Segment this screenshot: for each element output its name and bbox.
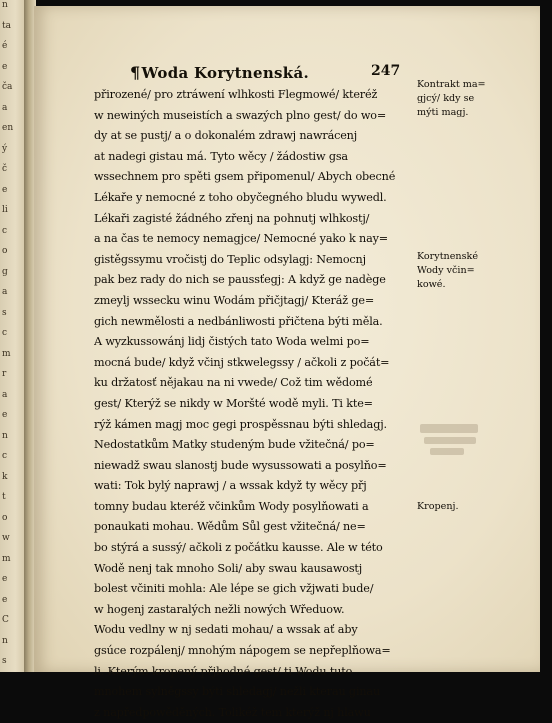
facing-page-fragment: k bbox=[2, 471, 8, 482]
text-line: li. Kterým kropený přjhodné gest/ ti Wodu tuto bbox=[94, 664, 353, 678]
margin-note-line: mýti magj. bbox=[417, 107, 469, 118]
facing-page-fragment: e bbox=[2, 184, 8, 195]
facing-page-fragment: a bbox=[2, 102, 8, 113]
text-line: niewadž swau slanostj bude wysussowati a posylňo= bbox=[94, 458, 387, 472]
text-line: bo stýrá a sussý/ ačkoli z počátku kausse. Ale w této bbox=[94, 541, 383, 555]
text-line: Nedostatkům Matky studeným bude vžitečná/ po= bbox=[94, 438, 375, 452]
text-line: Lékaře y nemocné z toho obyčegného bludu wywedl. bbox=[94, 190, 387, 204]
page-title bbox=[130, 63, 309, 82]
facing-page-fragment: ča bbox=[2, 82, 13, 92]
text-line: Wodu vedlny w nj sedati mohau/ a wssak ať aby bbox=[94, 623, 358, 637]
margin-note-line: gjcý/ kdy se bbox=[417, 93, 475, 104]
text-line: wssechnem pro spěti gsem připomenul/ Abych obecné bbox=[94, 170, 396, 184]
facing-page-fragment: o bbox=[2, 512, 8, 523]
facing-page-fragment: e bbox=[2, 410, 8, 420]
text-line: gest/ Kterýž se nikdy w Moršté wodě myli. Ti kte= bbox=[94, 396, 373, 410]
facing-page-fragment: C bbox=[2, 615, 9, 625]
text-line: rýž kámen magj moc gegi prospěssnau býti shledagj. bbox=[94, 417, 387, 431]
margin-note-showering bbox=[417, 500, 487, 514]
text-line: A wyzkussowánj lidj čistých tato Woda welmi po= bbox=[94, 335, 370, 349]
running-header bbox=[122, 63, 412, 85]
facing-page-fragment: m bbox=[2, 348, 11, 359]
facing-page-fragment: a bbox=[2, 287, 8, 297]
text-line: gistěgssymu vročistj do Teplic odsylagj: Nemocnj bbox=[94, 252, 366, 266]
text-line: mocná bude/ když včinj stkwelegssy / ačkoli z počát= bbox=[94, 355, 390, 369]
margin-note-line: Kropenj. bbox=[417, 501, 459, 512]
text-line: tomny budau kteréž včinkům Wody posylňowati a bbox=[94, 499, 369, 513]
facing-page-fragment: s bbox=[2, 307, 7, 318]
text-line: mnohem sylněgssy býti shledagj/ nežli kterau ginau bbox=[94, 685, 380, 699]
facing-page-fragment: e bbox=[2, 61, 8, 72]
text-line: gich newmělosti a nedbánliwosti přičtena býti měla. bbox=[94, 314, 383, 328]
text-line: w newiných museistích a swazých plno gest/ do wo= bbox=[94, 108, 387, 122]
margin-note-line: Wody včin= bbox=[417, 265, 475, 276]
facing-page-fragment: li bbox=[2, 205, 8, 215]
facing-page-fragment: ta bbox=[2, 20, 11, 31]
facing-page-fragment: r bbox=[2, 369, 7, 379]
facing-page-fragment: n bbox=[2, 0, 8, 10]
page-number: 247 bbox=[371, 63, 401, 79]
text-line: gsúce rozpálenj/ mnohým nápogem se nepřeplňowa= bbox=[94, 644, 391, 658]
facing-page-fragment: c bbox=[2, 328, 8, 338]
main-text-block bbox=[94, 85, 412, 723]
facing-page-fragment: s bbox=[2, 656, 7, 666]
margin-note-effects bbox=[417, 250, 487, 292]
facing-page-fragment: ý bbox=[2, 143, 8, 154]
faded-library-stamp bbox=[416, 420, 484, 464]
pilcrow-mark: ¶ bbox=[130, 63, 141, 82]
text-line: zmeylj wssecku winu Wodám přičjtagj/ Kteráž ge= bbox=[94, 293, 375, 307]
facing-page-fragment: n bbox=[2, 430, 8, 441]
title-text: Woda Korytnenská. bbox=[141, 64, 310, 82]
facing-page-fragment: en bbox=[2, 123, 14, 133]
text-line: Wodě nenj tak mnoho Soli/ aby swau kausawostj bbox=[94, 561, 363, 575]
text-line: přirozené/ pro ztráwení wlhkosti Flegmowé/ kteréž bbox=[94, 88, 378, 101]
margin-note-line: kowé. bbox=[417, 279, 446, 290]
margin-note-line: Korytnenské bbox=[417, 251, 478, 262]
facing-page-fragment: é bbox=[2, 41, 8, 51]
text-line: z napředpowěděných. Tolikéž tem kterýž nj hlawu bbox=[94, 705, 371, 719]
facing-page-fragment: e bbox=[2, 594, 8, 605]
text-line: at nadegi gistau má. Tyto wěcy / žádostiw gsa bbox=[94, 149, 348, 163]
facing-page-fragment: o bbox=[2, 246, 8, 256]
text-line: w hogenj zastaralých nežli nowých Wředuow. bbox=[94, 602, 345, 616]
text-line: ponaukati mohau. Wědům Sůl gest vžitečná/ ne= bbox=[94, 520, 366, 534]
facing-page-fragment: a bbox=[2, 389, 8, 400]
facing-page-fragment: g bbox=[2, 266, 8, 277]
text-line: Lékaři zagisté žádného zřenj na pohnutj wlhkostj/ bbox=[94, 211, 370, 225]
facing-page-fragment: c bbox=[2, 451, 8, 461]
text-line: dy at se pustj/ a o dokonalém zdrawj nawrácenj bbox=[94, 129, 358, 143]
facing-page-fragment: n bbox=[2, 635, 8, 646]
margin-note-line: Kontrakt ma= bbox=[417, 79, 486, 90]
facing-page-fragment: w bbox=[2, 533, 10, 543]
facing-page-fragment: e bbox=[2, 574, 8, 584]
text-line: ku držatosť nějakau na ni vwede/ Což tim wědomé bbox=[94, 376, 373, 390]
facing-page-fragment: c bbox=[2, 225, 8, 236]
text-line: a na čas te nemocy nemagjce/ Nemocné yako k nay= bbox=[94, 232, 388, 246]
facing-page-fragment: t bbox=[2, 492, 6, 502]
facing-page-fragment: č bbox=[2, 164, 8, 174]
facing-page-fragment: m bbox=[2, 553, 11, 564]
text-line: bolest včiniti mohla: Ale lépe se gich vžjwati bude/ bbox=[94, 582, 374, 596]
text-line: wati: Tok bylý naprawj / a wssak když ty wěcy přj bbox=[94, 479, 367, 493]
text-line: pak bez rady do nich se paussťegj: A když ge nadège bbox=[94, 273, 386, 287]
margin-note-contract bbox=[417, 78, 487, 120]
book-page bbox=[34, 6, 540, 719]
